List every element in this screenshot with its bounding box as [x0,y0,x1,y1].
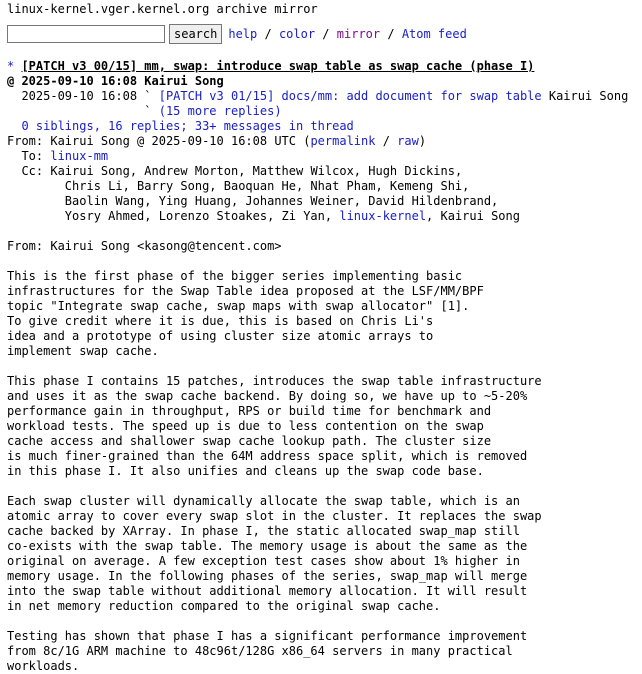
to-list-link[interactable]: linux-mm [50,149,109,163]
close-paren: ) [418,134,427,148]
search-input[interactable] [7,25,165,43]
permalink-link[interactable]: permalink [310,134,376,148]
nav-separator: / [315,26,337,41]
nav-separator: / [257,26,279,41]
paragraph-3: Each swap cluster will dynamically allocate the swap table, which is an atomic array to cover every swap slot in the cluster. It replaces the swap cache backed by XArray. In phase I, the static allocated swap_map still co-exists with the swap table. The memory usage is about the same as the original on average. A few exception test cases show about 1% higher in memory usage. In the following phases of the series, swap_map will merge into the swap table without additional memory allocation. It will result in net memory reduction compared to the original swap cache. [7,494,542,613]
search-button[interactable]: search [169,24,222,44]
root-meta: @ 2025-09-10 16:08 Kairui Song [7,74,224,88]
paragraph-1: This is the first phase of the bigger series implementing basic infrastructures for the Swap Table idea proposed at the LSF/MM/BPF topic "Integrate swap cache, swap maps with swap allocator" [1]. To give credit where it is due, this is based on Chris Li's idea and a prototype of using cluster size atomic arrays to implement swap cache. [7,269,484,358]
color-link[interactable]: color [278,26,316,41]
atom-feed-link[interactable]: Atom feed [401,26,467,41]
root-star[interactable]: * [7,59,22,73]
from-label: From: [7,134,51,148]
more-prefix: ` [7,104,159,118]
child-author: Kairui Song [541,89,629,103]
child-date: 2025-09-10 16:08 ` [7,89,159,103]
thread-overview [7,59,642,224]
cc-label: Cc: [7,164,51,178]
cc-line-3: Baolin Wang, Ying Huang, Johannes Weiner, David Hildenbrand, [7,194,499,208]
to-label: To: [7,149,51,163]
link-separator: / [375,134,398,148]
paragraph-4: Testing has shown that phase I has a significant performance improvement from 8c/1G ARM machine to 48c96t/128G x86_64 servers in many practical workloads. [7,629,528,673]
message-body [7,239,642,674]
cc-linux-kernel-link[interactable]: linux-kernel [339,209,427,223]
search-bar [7,23,642,45]
child-subject-link[interactable]: [PATCH v3 01/15] docs/mm: add document for swap table [158,89,542,103]
help-link[interactable]: help [228,26,258,41]
site-header [7,0,642,22]
from-text: Kairui Song @ 2025-09-10 16:08 UTC ( [50,134,311,148]
raw-link[interactable]: raw [397,134,419,148]
thread-summary-link[interactable]: 0 siblings, 16 replies; 33+ messages in thread [7,119,354,133]
paragraph-2: This phase I contains 15 patches, introduces the swap table infrastructure and uses it as the swap cache backend. By doing so, we have up to ~5-20% performance gain in throughput, RPS or build time for benchmark and workload tests. The speed up is due to less contention on the swap cache access and shallower swap cache lookup path. The cluster size is much finer-grained than the 64M address space split, which is removed in this phase I. It also unifies and cleans up the swap code base. [7,374,542,478]
mirror-link[interactable]: mirror [336,26,381,41]
root-subject-link[interactable]: [PATCH v3 00/15] mm, swap: introduce swap table as swap cache (phase I) [21,59,535,73]
cc-line-4-tail: , Kairui Song [426,209,520,223]
site-title: linux-kernel.vger.kernel.org archive mirror [7,2,318,16]
cc-line-2: Chris Li, Barry Song, Baoquan He, Nhat Pham, Kemeng Shi, [7,179,470,193]
cc-line-4: Yosry Ahmed, Lorenzo Stoakes, Zi Yan, [7,209,340,223]
top-nav [228,27,466,42]
body-from: From: Kairui Song <kasong@tencent.com> [7,239,282,253]
nav-separator: / [380,26,402,41]
cc-line-1: Kairui Song, Andrew Morton, Matthew Wilcox, Hugh Dickins, [50,164,463,178]
more-replies-link[interactable]: (15 more replies) [158,104,282,118]
